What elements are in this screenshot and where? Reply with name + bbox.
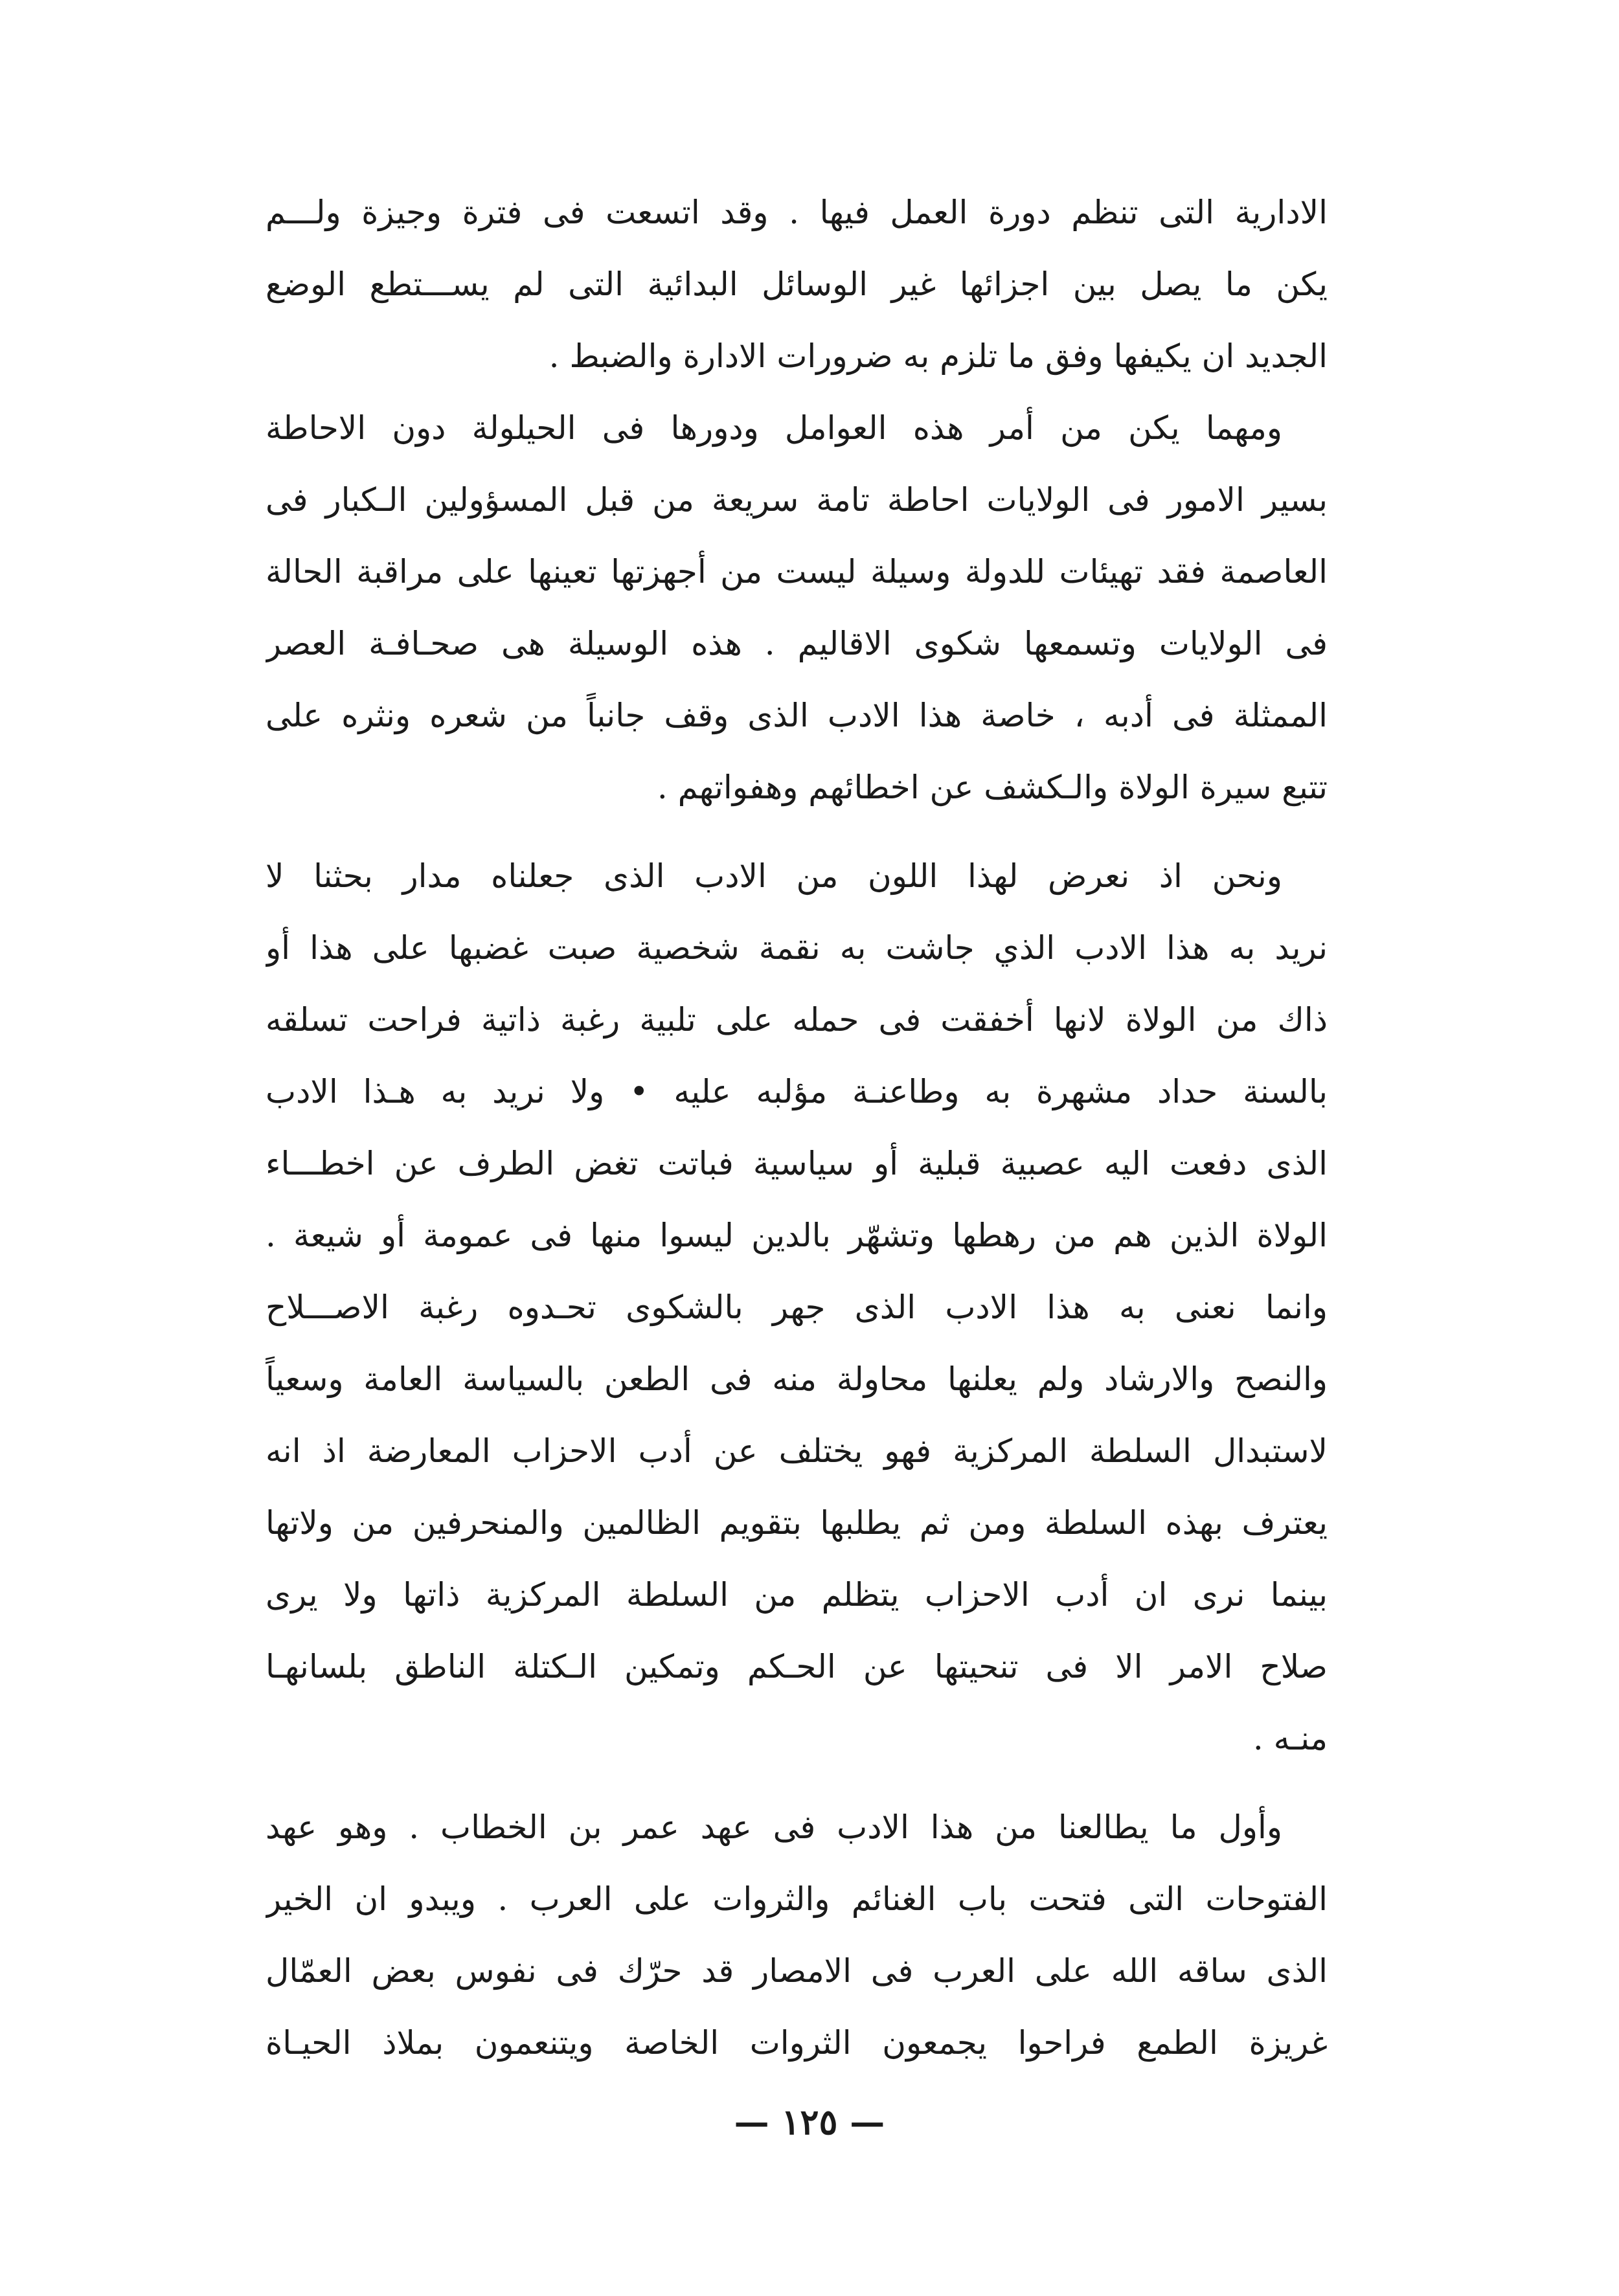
text-line: الذى دفعت اليه عصبية قبلية أو سياسية فباتت تغض الطرف عن اخطـــاء	[266, 1145, 1328, 1182]
text-line: يعترف بهذه السلطة ومن ثم يطلبها بتقويم الظالمين والمنحرفين من ولاتها	[266, 1504, 1328, 1542]
text-line: وأول ما يطالعنا من هذا الادب فى عهد عمر بن الخطاب . وهو عهد	[266, 1808, 1282, 1846]
text-line: العاصمة فقد تهيئات للدولة وسيلة ليست من أجهزتها تعينها على مراقبة الحالة	[266, 553, 1328, 591]
text-line: بينما نرى ان أدب الاحزاب يتظلم من السلطة المركزية ذاتها ولا يرى	[266, 1576, 1328, 1614]
text-line: الممثلة فى أدبه ، خاصة هذا الادب الذى وقف جانباً من شعره ونثره على	[266, 697, 1328, 734]
text-line: الذى ساقه الله على العرب فى الامصار قد حرّك فى نفوس بعض العمّال	[266, 1952, 1328, 1990]
text-line: لاستبدال السلطة المركزية فهو يختلف عن أدب الاحزاب المعارضة اذ انه	[266, 1432, 1328, 1470]
text-line: الجديد ان يكيفها وفق ما تلزم به ضرورات الادارة والضبط .	[549, 337, 1328, 375]
text-line: صلاح الامر الا فى تنحيتها عن الحـكم وتمكين الـكتلة الناطق بلسانهـا	[266, 1648, 1328, 1685]
text-line: نريد به هذا الادب الذي جاشت به نقمة شخصية صبت غضبها على هذا أو	[266, 929, 1328, 967]
text-line: تتبع سيرة الولاة والـكشف عن اخطائهم وهفواتهم .	[657, 769, 1328, 806]
text-line: ومهما يكن من أمر هذه العوامل ودورها فى الحيلولة دون الاحاطة	[266, 409, 1282, 447]
text-line: فى الولايات وتسمعها شكوى الاقاليم . هذه الوسيلة هى صحـافـة العصر	[266, 625, 1328, 662]
text-line: غريزة الطمع فراحوا يجمعون الثروات الخاصة ويتنعمون بملاذ الحيـاة	[266, 2024, 1328, 2062]
text-line: بالسنة حداد مشهرة به وطاعنـة مؤلبه عليه • ولا نريد به هـذا الادب	[266, 1073, 1328, 1110]
paragraph-gap	[266, 824, 1328, 840]
text-line: وانما نعنى به هذا الادب الذى جهر بالشكوى تحـدوه رغبة الاصـــلاح	[266, 1289, 1328, 1326]
text-line: بسير الامور فى الولايات احاطة تامة سريعة من قبل المسؤولين الـكبار فى	[266, 481, 1328, 519]
text-line: والنصح والارشاد ولم يعلنها محاولة منه فى الطعن بالسياسة العامة وسعياً	[266, 1360, 1328, 1398]
body-text	[266, 177, 1328, 2079]
page-number: — ١٢٥ —	[734, 2101, 885, 2143]
text-line: منـه .	[1252, 1720, 1328, 1757]
text-line: ونحن اذ نعرض لهذا اللون من الادب الذى جعلناه مدار بحثنا لا	[266, 857, 1282, 895]
text-line: ذاك من الولاة لانها أخفقت فى حمله على تلبية رغبة ذاتية فراحت تسلقه	[266, 1001, 1328, 1039]
paragraph-gap	[266, 1775, 1328, 1792]
text-line: يكن ما يصل بين اجزائها غير الوسائل البدائية التى لم يســـتطع الوضع	[266, 265, 1328, 303]
text-line: الولاة الذين هم من رهطها وتشهّر بالدين ليسوا منها فى عمومة أو شيعة .	[266, 1217, 1328, 1254]
text-line: الادارية التى تنظم دورة العمل فيها . وقد اتسعت فى فترة وجيزة ولـــم	[266, 194, 1328, 231]
text-line: الفتوحات التى فتحت باب الغنائم والثروات على العرب . ويبدو ان الخير	[266, 1880, 1328, 1918]
